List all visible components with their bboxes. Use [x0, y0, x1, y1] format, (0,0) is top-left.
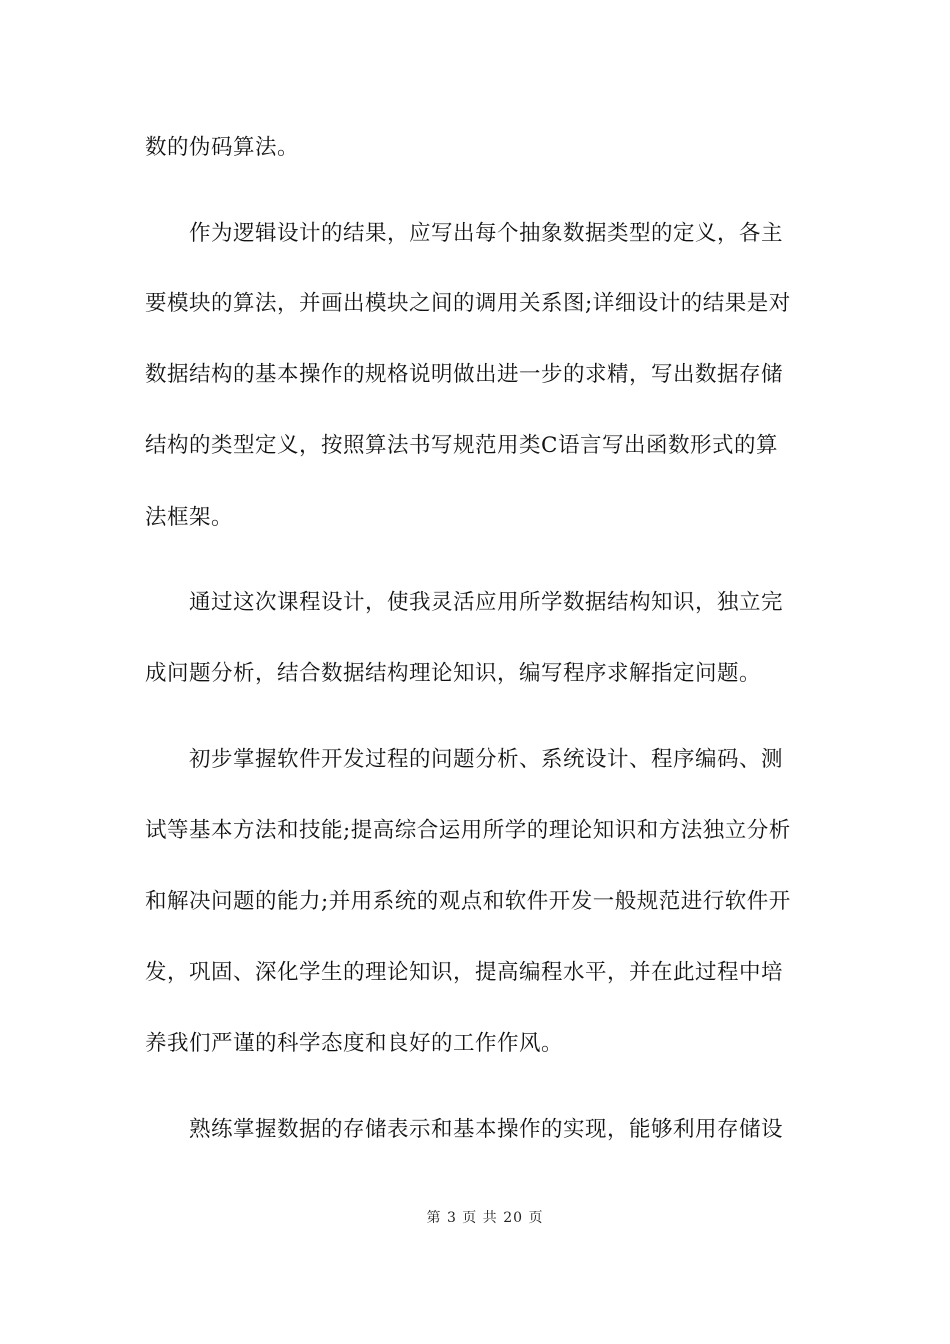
- text-line: 发，巩固、深化学生的理论知识，提高编程水平，并在此过程中培: [145, 960, 784, 985]
- text-line: 数的伪码算法。: [145, 135, 300, 160]
- text-line: 数据结构的基本操作的规格说明做出进一步的求精，写出数据存储: [145, 362, 784, 387]
- text-line: 养我们严谨的科学态度和良好的工作作风。: [145, 1031, 564, 1056]
- text-line: 和解决问题的能力;并用系统的观点和软件开发一般规范进行软件开: [145, 889, 791, 914]
- text-line: 试等基本方法和技能;提高综合运用所学的理论知识和方法独立分析: [145, 818, 791, 843]
- paragraph-start-line: 初步掌握软件开发过程的问题分析、系统设计、程序编码、测: [189, 747, 784, 772]
- text-line: 要模块的算法，并画出模块之间的调用关系图;详细设计的结果是对: [145, 291, 791, 316]
- paragraph-start-line: 熟练掌握数据的存储表示和基本操作的实现，能够利用存储设: [189, 1117, 784, 1142]
- paragraph-start-line: 作为逻辑设计的结果，应写出每个抽象数据类型的定义，各主: [189, 221, 784, 246]
- text-line: 结构的类型定义，按照算法书写规范用类C语言写出函数形式的算: [145, 433, 778, 458]
- paragraph-start-line: 通过这次课程设计，使我灵活应用所学数据结构知识，独立完: [189, 590, 784, 615]
- page-number-footer: 第 3 页 共 20 页: [426, 1210, 544, 1226]
- text-line: 成问题分析，结合数据结构理论知识，编写程序求解指定问题。: [145, 661, 762, 686]
- text-line: 法框架。: [145, 505, 234, 530]
